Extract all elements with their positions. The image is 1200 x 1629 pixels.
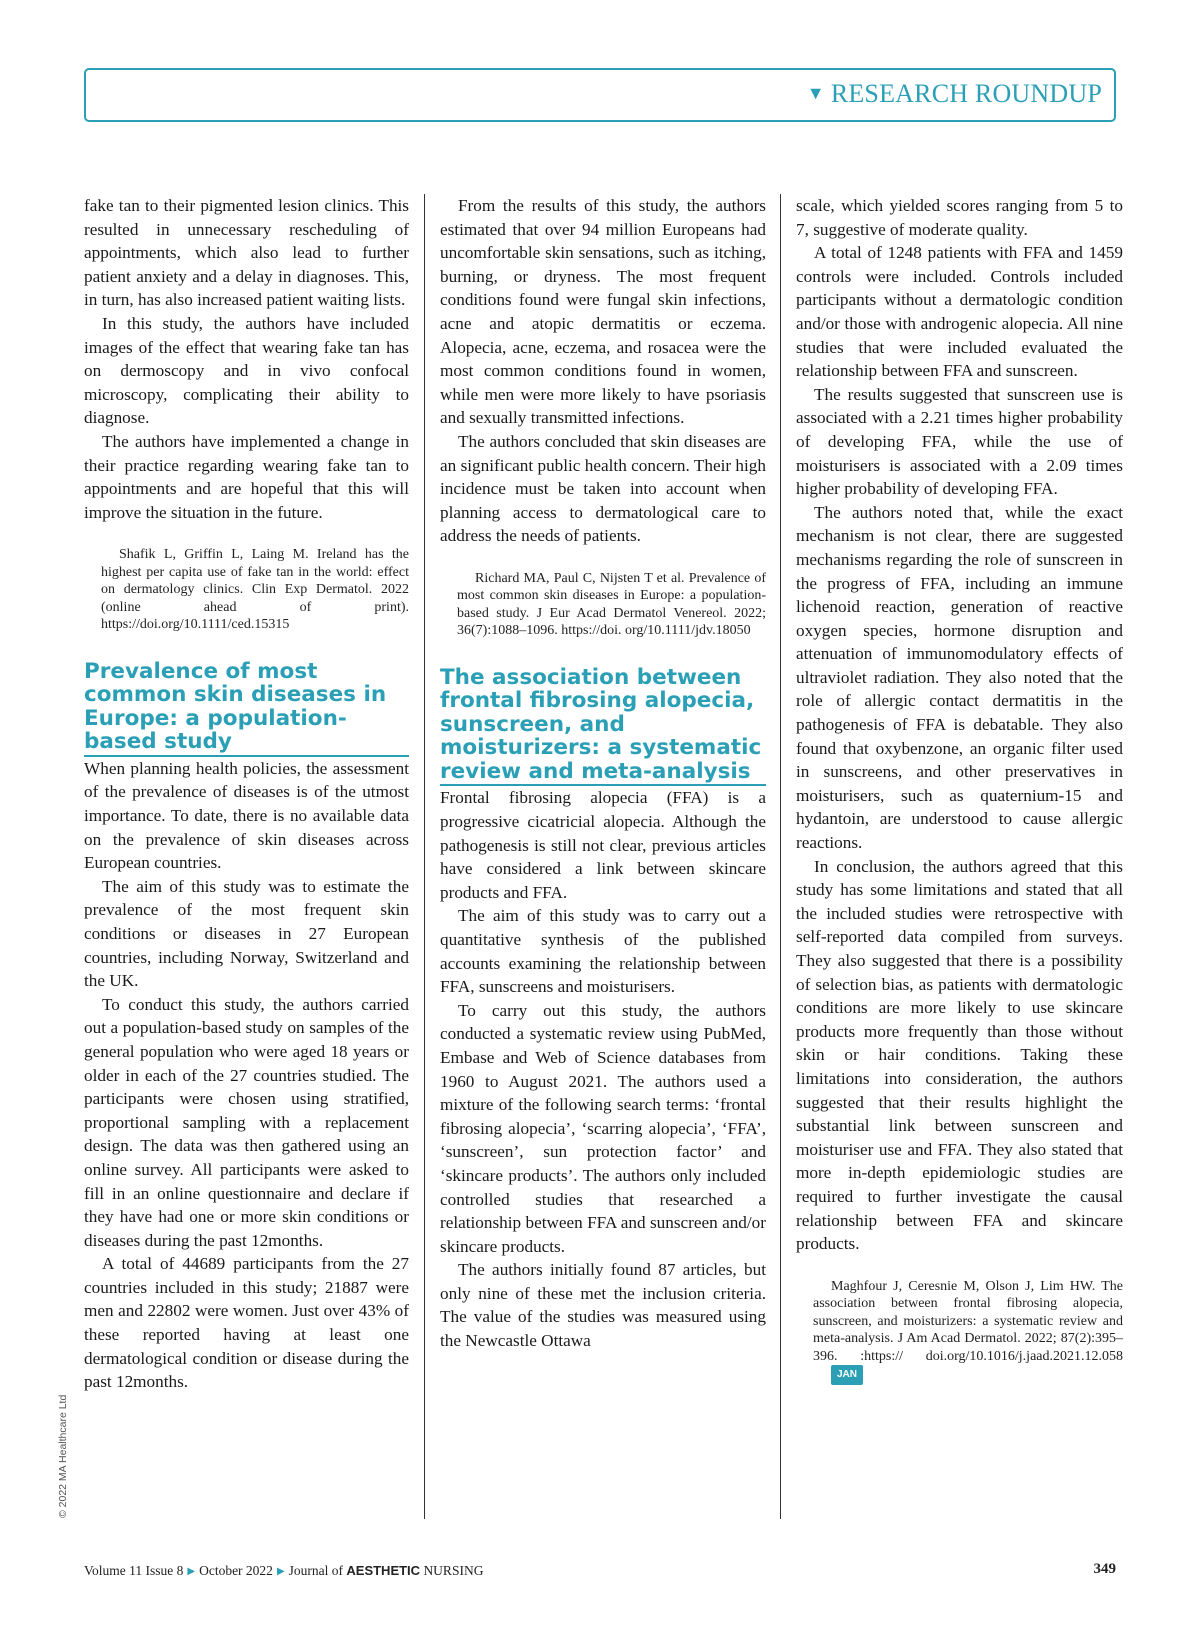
column-2 — [440, 194, 766, 1353]
footer-journal-prefix: Journal of — [288, 1563, 344, 1578]
column-divider — [424, 194, 425, 1519]
paragraph: From the results of this study, the authors estimated that over 94 million Europeans had uncomfortable skin sensations, such as itching, burning, or dryness. The most frequent conditions found were fungal skin infections, acne and atopic dermatitis or eczema. Alopecia, acne, eczema, and rosacea were the most common conditions found in women, while men were more likely to have psoriasis and sexually transmitted infections. — [440, 196, 766, 428]
paragraph: fake tan to their pigmented lesion clinics. This resulted in unnecessary rescheduling of appointments, which also lead to further patient anxiety and a delay in diagnoses. This, in turn, has also increased patient waiting lists. — [84, 196, 409, 310]
jan-badge: JAN — [831, 1365, 863, 1385]
footer-journal-suffix: NURSING — [423, 1563, 484, 1578]
paragraph: When planning health policies, the assessment of the prevalence of diseases is of the utmost importance. To date, there is no available data on the prevalence of skin diseases across European countries. — [84, 758, 409, 873]
page-number: 349 — [1093, 1561, 1116, 1577]
section-label: ▼ RESEARCH ROUNDUP — [806, 79, 1102, 108]
paragraph: To carry out this study, the authors conducted a systematic review using PubMed, Embase and Web of Science databases from 1960 to August 2021. The authors used a mixture of the following search terms: ‘frontal fibrosing alopecia’, ‘scarring alopecia’, ‘FFA’, ‘sunscreen’, sun protection factor’ and ‘skincare products’. The authors only included controlled studies that researched a relationship between FFA and sunscreen and/or skincare products. — [440, 1000, 766, 1256]
triangle-down-icon: ▼ — [806, 83, 825, 103]
triangle-right-icon: ▶ — [276, 1566, 285, 1577]
paragraph: In this study, the authors have included images of the effect that wearing fake tan has on dermoscopy and in vivo confocal microscopy, complicating their ability to diagnose. — [84, 313, 409, 428]
article-title: Prevalence of most common skin diseases in Europe: a population-based study — [84, 660, 409, 757]
paragraph: To conduct this study, the authors carried out a population-based study on samples of the general population who were aged 18 years or older in each of the 27 countries studied. The participants were chosen using stratified, proportional sampling with a replacement design. The data was then gathered using an online survey. All participants were asked to fill in an online questionnaire and declare if they have had one or more skin conditions or diseases during the past 12months. — [84, 994, 409, 1250]
paragraph: The aim of this study was to carry out a quantitative synthesis of the published accounts examining the relationship between FFA, sunscreens and moisturisers. — [440, 906, 766, 997]
paragraph: The authors have implemented a change in their practice regarding wearing fake tan to appointments and are hopeful that this will improve the situation in the future. — [84, 431, 409, 522]
copyright-watermark: © 2022 MA Healthcare Ltd — [57, 1394, 69, 1518]
section-header-box — [84, 68, 1116, 122]
footer-date: October 2022 — [199, 1563, 273, 1578]
paragraph: The aim of this study was to estimate the prevalence of the most frequent skin conditions or diseases in 27 European countries, including Norway, Switzerland and the UK. — [84, 876, 409, 991]
paragraph: Frontal fibrosing alopecia (FFA) is a progressive cicatricial alopecia. Although the pathogenesis is still not clear, previous articles have considered a link between skincare products and FFA. — [440, 788, 766, 902]
paragraph: A total of 44689 participants from the 27 countries included in this study; 21887 were men and 22802 were women. Just over 43% of these reported having at least one dermatological condition or disease during the past 12months. — [84, 1254, 409, 1392]
paragraph: The authors initially found 87 articles, but only nine of these met the inclusion criteria. The value of the studies was measured using the Newcastle Ottawa — [440, 1260, 766, 1351]
reference-block — [440, 570, 766, 640]
triangle-right-icon: ▶ — [187, 1566, 196, 1577]
column-3 — [796, 194, 1123, 1411]
footer-volume: Volume 11 Issue 8 — [84, 1563, 184, 1578]
reference: Maghfour J, Ceresnie M, Olson J, Lim HW. The association between frontal fibrosing alopecia, sunscreen, and moisturizers: a systematic review and meta-analysis. J Am Acad Dermatol. 2022; 87(2):395–396. :https:// doi.org/10.1016/j.jaad.2021.12.058JAN — [796, 1278, 1123, 1385]
reference: Richard MA, Paul C, Nijsten T et al. Prevalence of most common skin diseases in Europe: a population-based study. J Eur Acad Dermatol Venereol. 2022; 36(7):1088–1096. https://doi. org/10.1111/jdv.18050 — [457, 570, 766, 639]
column-1 — [84, 194, 409, 1394]
reference-block — [84, 546, 409, 634]
paragraph: A total of 1248 patients with FFA and 1459 controls were included. Controls included participants without a dermatologic condition and/or those with androgenic alopecia. All nine studies that were included evaluated the relationship between FFA and sunscreen. — [796, 243, 1123, 381]
paragraph: The authors concluded that skin diseases are an significant public health concern. Their high incidence must be taken into account when planning access to dermatological care to address the needs of patients. — [440, 431, 766, 546]
paragraph: The results suggested that sunscreen use is associated with a 2.21 times higher probability of developing FFA, while the use of moisturisers is associated with a 2.09 times higher probability of developing FFA. — [796, 384, 1123, 499]
article-title: The association between frontal fibrosing alopecia, sunscreen, and moisturizers: a systematic review and meta-analysis — [440, 666, 766, 787]
column-divider — [780, 194, 781, 1519]
footer — [84, 1563, 483, 1579]
reference: Shafik L, Griffin L, Laing M. Ireland has the highest per capita use of fake tan in the world: effect on dermatology clinics. Clin Exp Dermatol. 2022 (online ahead of print). https://doi.org/10.1111/ced.15315 — [101, 547, 409, 633]
paragraph: In conclusion, the authors agreed that this study has some limitations and stated that all the included studies were retrospective with self-reported data compiled from surveys. They also suggested that there is a possibility of selection bias, as patients with dermatologic conditions are more likely to use skincare products more frequently than those without skin or hair conditions. Taking these limitations into consideration, the authors suggested that their results highlight the substantial link between sunscreen and moisturiser use and FFA. They also stated that more in-depth epidemiologic studies are required to further investigate the causal relationship between FFA and skincare products. — [796, 856, 1123, 1254]
reference-block — [796, 1278, 1123, 1385]
footer-journal-brand: AESTHETIC — [346, 1563, 421, 1578]
paragraph: The authors noted that, while the exact mechanism is not clear, there are suggested mechanisms regarding the role of sunscreen in the progress of FFA, including an immune lichenoid reaction, generation of reactive oxygen species, hormone disruption and attenuation of immunomodulatory effects of ultraviolet radiation. They also noted that the role of allergic contact dermatitis in the pathogenesis of FFA is debatable. They also found that oxybenzone, an organic filter used in sunscreens, and other preservatives in moisturisers, such as quaternium-15 and hydantoin, are understood to cause allergic reactions. — [796, 502, 1123, 853]
paragraph: scale, which yielded scores ranging from 5 to 7, suggestive of moderate quality. — [796, 196, 1123, 239]
